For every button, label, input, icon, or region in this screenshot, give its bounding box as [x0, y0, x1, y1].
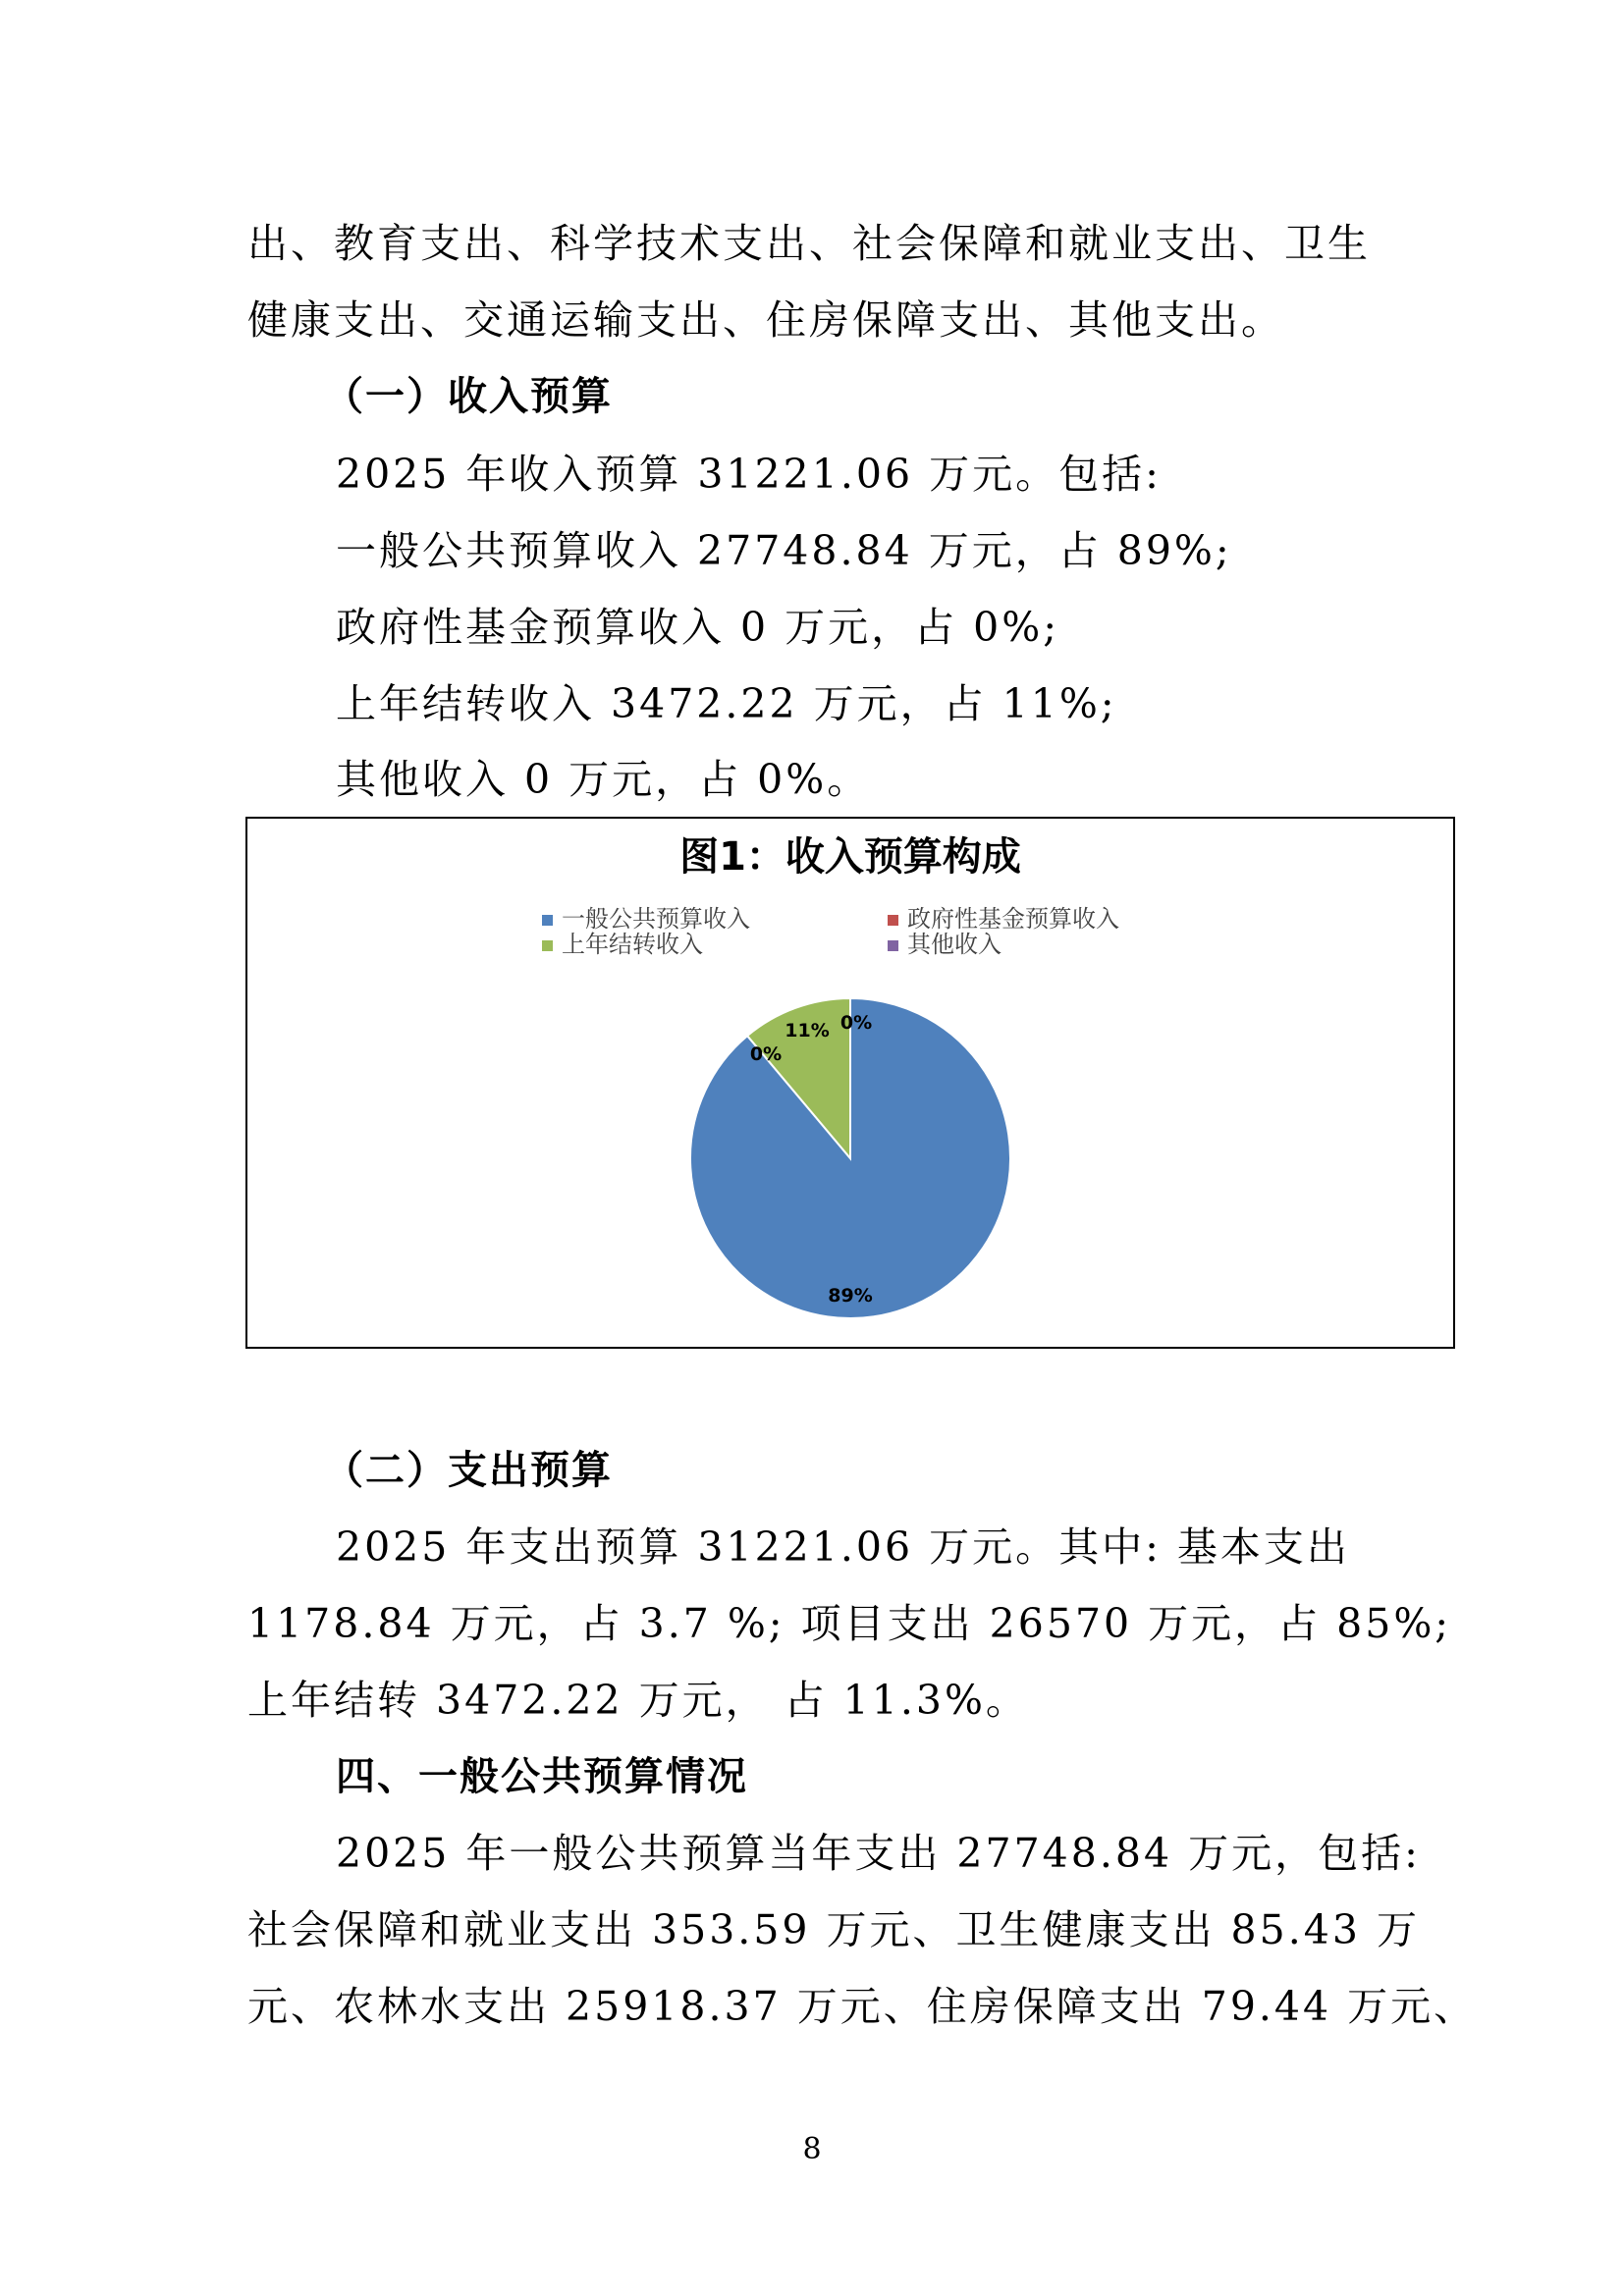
section-heading-general-budget: 四、一般公共预算情况 — [336, 1754, 748, 1799]
pie-chart-svg — [247, 819, 1453, 1347]
legend-label: 一般公共预算收入 — [562, 905, 750, 933]
chart-legend — [542, 905, 1119, 958]
body-text-line: 健康支出、交通运输支出、住房保障支出、其他支出。 — [247, 296, 1284, 344]
body-text-line: 其他收入 0 万元，占 0%。 — [336, 756, 871, 803]
body-text-line: 2025 年一般公共预算当年支出 27748.84 万元，包括: — [336, 1830, 1421, 1877]
legend-label: 政府性基金预算收入 — [907, 905, 1119, 933]
chart-title: 图1：收入预算构成 — [679, 834, 1021, 880]
data-label: 11% — [785, 1020, 830, 1041]
data-label: 0% — [839, 1012, 873, 1034]
body-text-line: 一般公共预算收入 27748.84 万元，占 89%; — [336, 527, 1232, 574]
page-number: 8 — [802, 2132, 822, 2166]
body-text-line: 2025 年支出预算 31221.06 万元。其中: 基本支出 — [336, 1523, 1350, 1571]
body-text-line: 元、农林水支出 25918.37 万元、住房保障支出 79.44 万元、 — [247, 1983, 1478, 2030]
income-pie-chart — [245, 817, 1455, 1349]
legend-swatch — [542, 915, 553, 926]
body-text-line: 政府性基金预算收入 0 万元，占 0%; — [336, 604, 1060, 651]
legend-swatch — [888, 915, 898, 926]
legend-swatch — [888, 940, 898, 951]
section-heading-income: （一）收入预算 — [324, 374, 613, 419]
section-heading-expense: （二）支出预算 — [324, 1448, 613, 1493]
legend-label: 其他收入 — [907, 931, 1001, 958]
body-text-line: 1178.84 万元，占 3.7 %; 项目支出 26570 万元，占 85%; — [247, 1600, 1452, 1647]
data-label: 0% — [749, 1043, 783, 1065]
body-text-line: 上年结转 3472.22 万元， 占 11.3%。 — [247, 1677, 1029, 1724]
legend-label: 上年结转收入 — [562, 931, 703, 958]
body-text-line: 上年结转收入 3472.22 万元，占 11%; — [336, 680, 1117, 727]
body-text-line: 社会保障和就业支出 353.59 万元、卫生健康支出 85.43 万 — [247, 1906, 1420, 1953]
body-text-line: 出、教育支出、科学技术支出、社会保障和就业支出、卫生 — [247, 220, 1371, 267]
data-label: 89% — [828, 1285, 873, 1307]
body-text-line: 2025 年收入预算 31221.06 万元。包括: — [336, 451, 1162, 498]
pie-slices — [690, 998, 1010, 1318]
legend-swatch — [542, 940, 553, 951]
